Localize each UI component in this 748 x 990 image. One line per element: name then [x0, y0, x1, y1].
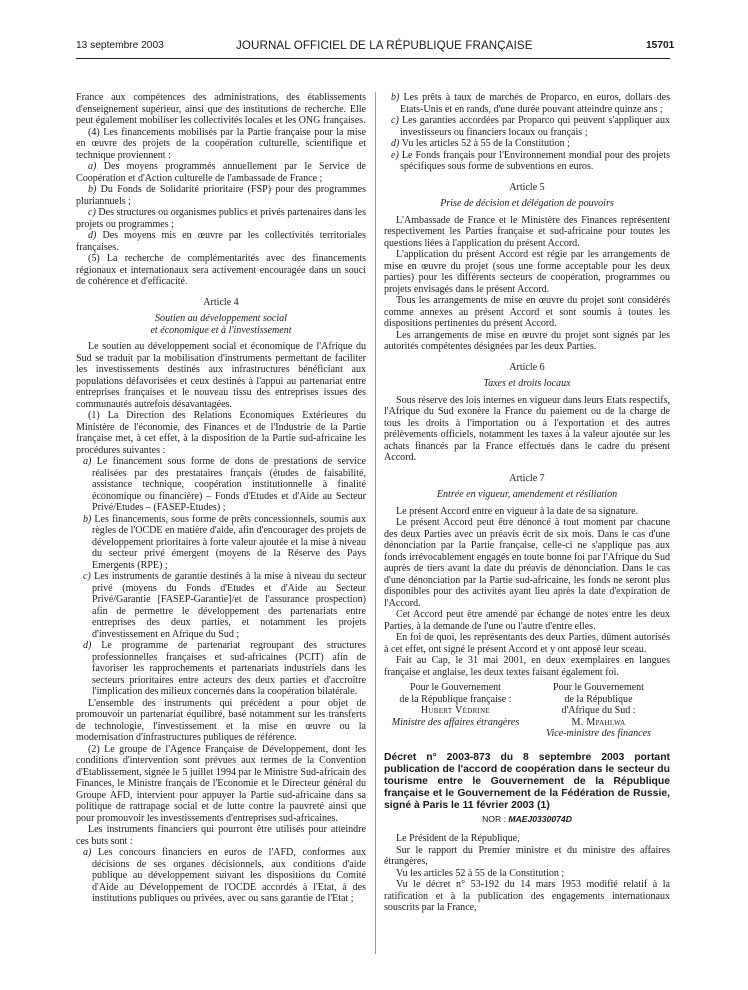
list-item — [384, 92, 670, 115]
paragraph: Le présent Accord peut être dénoncé à tout moment par chacune des deux Parties avec un préavis écrit de six mois. Dans le cas d'une dénonciation par la Partie française, celle-ci ne s'applique pas aux fonds irrévocablement engagés en toute bonne foi par l'Afrique du Sud auprès de tiers avant la date du préavis de dénonciation. Dans le cas d'une dénonciation par la Partie sud-africaine, les fonds ne seront plus disponibles pour des activités ayant lieu après la date d'expiration de l'Accord. — [384, 517, 670, 609]
signature-line: de la République — [564, 693, 633, 705]
paragraph: Les arrangements de mise en œuvre du projet sont signés par les autorités compétentes désignées par les deux Parties. — [384, 329, 670, 352]
list-item — [76, 161, 366, 184]
paragraph: (2) Le groupe de l'Agence Française de Développement, dont les conditions d'intervention sont prévues aux termes de la Convention d'Etablissement, signée le 5 juillet 1994 par le Ministre Sud-africain des Finances, le Ministre français de l'Economie et le Directeur général du Groupe AFD, intervient pour appuyer la Partie sud-africaine dans sa politique de rattrapage social et de lutte contre la pauvreté ainsi que pour promouvoir les investissements d'entreprises sud-africaines. — [76, 743, 366, 824]
page-number: 15701 — [646, 40, 675, 51]
nor-label: NOR : — [482, 813, 506, 824]
list-item — [76, 571, 366, 640]
paragraph: Le présent Accord entre en vigueur à la date de sa signature. — [396, 505, 639, 517]
list-item — [76, 847, 366, 905]
list-text: Des moyens programmés annuellement par le Service de Coopération et d'Action culturelle de l'ambassade de France ; — [76, 161, 366, 184]
subtitle-line: Soutien au développement social — [155, 313, 287, 324]
signature-line: Pour le Gouvernement — [410, 682, 501, 693]
paragraph: L'ensemble des instruments qui précèdent a pour objet de promouvoir un partenariat équilibré, basé notamment sur les transferts de technologie, l'investissement et la mise en œuvre ou la modernisation d'infrastructures publiques de référence. — [76, 697, 366, 743]
list-text: Les concours financiers en euros de l'AFD, conformes aux décisions de ses organes décisionnels, aux conditions d'aide publique au développement suivant les dispositions du Comité d'Aide au Développement de l'OCDE accordés à l'Etat, à des institutions publiques ou privées, avec ou sans garantie de l'Etat ; — [92, 847, 367, 904]
list-letter: b) — [83, 513, 92, 525]
list-text: Les garanties accordées par Proparco qui peuvent s'appliquer aux investisseurs ou financiers locaux ou français ; — [400, 115, 670, 138]
list-text: Des moyens mis en œuvre par les collectivités territoriales françaises. — [76, 230, 366, 253]
list-item — [384, 138, 670, 150]
list-text: Le programme de partenariat regroupant des structures professionnelles françaises et sud-africaines (PCIT) afin de favoriser les rapprochements et partenariats industriels dans les secteurs prioritaires entre acteurs des deux parties et d'accroître l'implication des milieux concernés dans la coopération bilatérale. — [92, 640, 366, 697]
list-letter: d) — [83, 640, 92, 651]
list-item — [76, 456, 366, 514]
paragraph: Sous réserve des lois internes en vigueur dans leurs Etats respectifs, l'Afrique du Sud exonère la France du paiement ou de la charge de tous les droits à l'importation ou à l'exportation et des autres prélèvements officiels, notamment les taxes à la valeur ajoutée sur les achats financés par la France effectués dans le cadre du présent Accord. — [384, 394, 670, 463]
nor-reference — [384, 814, 670, 826]
article-7-subtitle: Entrée en vigueur, amendement et résiliation — [436, 489, 618, 500]
paragraph: Tous les arrangements de mise en œuvre du projet sont considérés comme annexes au présent Accord et sont soumis à toutes les dispositions pertinentes du présent Accord. — [384, 295, 670, 329]
list-item — [76, 230, 366, 253]
paragraph: Les instruments financiers qui pourront être utilisés pour atteindre ces buts sont : — [76, 824, 366, 847]
list-text: Les instruments de garantie destinés à la mise à niveau du secteur privé (moyens du Fonds d'Etudes et d'Aide au Secteur Privé/Garantie [FASEP-Garantie]/et de l'assurance prospection) afin de permettre le développement des partenariats entre entreprises des deux parties, et notamment les projets d'investissement en Afrique du Sud ; — [92, 571, 366, 640]
signature-line: d'Afrique du Sud : — [561, 705, 636, 716]
signatory-name: Hubert Védrine — [420, 705, 491, 716]
subtitle-line: et économique et à l'investissement — [150, 324, 292, 336]
paragraph: En foi de quoi, les représentants des deux Parties, dûment autorisés à cet effet, ont signé le présent Accord et y ont apposé leur sceau. — [384, 632, 670, 655]
signature-south-africa — [527, 682, 670, 740]
paragraph: Le Président de la République, — [396, 833, 520, 844]
column-divider — [375, 92, 376, 954]
list-item — [76, 514, 366, 572]
nor-code: MAEJ0330074D — [508, 813, 572, 824]
list-letter: a) — [88, 161, 97, 172]
paragraph: L'Ambassade de France et le Ministère des Finances représentent respectivement les Parties française et sud-africaine pour toutes les questions liées à l'application du présent Accord. — [384, 214, 670, 249]
list-text: Vu les articles 52 à 55 de la Constitution ; — [401, 138, 570, 149]
list-text: Des structures ou organismes publics et privés partenaires dans les projets ou programmes ; — [76, 207, 366, 230]
signatory-role: Vice-ministre des finances — [546, 728, 651, 739]
list-letter: b) — [391, 92, 400, 103]
list-letter: d) — [88, 230, 97, 241]
signatory-name: M. Mpahlwa — [571, 716, 626, 728]
paragraph: (5) La recherche de complémentarités avec des financements régionaux et internationaux sera activement encouragée dans un souci de cohérence et d'efficacité. — [76, 253, 366, 287]
list-item — [76, 207, 366, 230]
paragraph: France aux compétences des administrations, des établissements d'enseignement supérieur, ainsi que des institutions de recherche. Elle peut également mobiliser les collectivités locales et les ONG françaises. — [76, 92, 366, 126]
list-letter: b) — [88, 184, 97, 195]
signature-france — [384, 682, 527, 740]
list-text: Les prêts à taux de marchés de Proparco, en euros, dollars des Etats-Unis et en rands, d'une durée pouvant atteindre quinze ans ; — [400, 92, 670, 115]
paragraph: Vu les articles 52 à 55 de la Constitution ; — [396, 867, 565, 879]
signature-line: de la République française : — [399, 693, 512, 705]
list-letter: d) — [391, 138, 400, 149]
list-text: Les financements, sous forme de prêts concessionnels, soumis aux règles de l'OCDE en matière d'aide, afin d'encourager des projets de développement prioritaires à forte valeur ajoutée et la mise à niveau du secteur privé émergent (moyens de la Réserve des Pays Emergents (RPE) ; — [92, 513, 366, 571]
header-date: 13 septembre 2003 — [76, 40, 164, 51]
paragraph: Vu le décret n° 53-192 du 14 mars 1953 modifié relatif à la ratification et à la publication des engagements internationaux souscrits par la France, — [384, 879, 670, 913]
list-text: Le financement sous forme de dons de prestations de service réalisées par des prestataires français (études de faisabilité, assistance technique, coopération institutionnelle à finalité économique ou financière) – Fonds d'Etudes et d'Aide au Secteur Privé/Etudes – (FASEP-Etudes) ; — [92, 456, 366, 513]
paragraph: Sur le rapport du Premier ministre et du ministre des affaires étrangères, — [384, 844, 670, 867]
article-6-subtitle: Taxes et droits locaux — [483, 378, 571, 389]
article-5-subtitle: Prise de décision et délégation de pouvoirs — [440, 198, 614, 209]
signature-line: Pour le Gouvernement — [553, 682, 644, 693]
list-letter: a) — [83, 456, 92, 467]
list-letter: c) — [391, 115, 399, 126]
paragraph: (1) La Direction des Relations Economiques Extérieures du Ministère de l'économie, des Finances et de l'Industrie de la Partie française met, à cet effet, à la disposition de la Partie sud-africaine les procédures suivantes : — [76, 410, 366, 456]
paragraph: Le soutien au développement social et économique de l'Afrique du Sud se traduit par la mobilisation d'instruments permettant de faciliter les investissements destinés aux infrastructures bénéficiant aux populations défavorisées et ceux destinés à l'appui au partenariat entre entreprises françaises et le nouveau tissu des entreprises issues des communautés autrefois désavantagées. — [76, 341, 366, 410]
paragraph: Fait au Cap, le 31 mai 2001, en deux exemplaires en langues française et anglaise, les deux textes faisant également foi. — [384, 655, 670, 678]
article-7-heading: Article 7 — [509, 472, 545, 484]
list-text: Du Fonds de Solidarité prioritaire (FSP) pour des programmes pluriannuels ; — [76, 184, 367, 207]
right-column — [384, 92, 670, 914]
list-letter: c) — [88, 207, 96, 218]
page-header — [0, 40, 748, 56]
paragraph: L'application du présent Accord est régie par les arrangements de mise en œuvre du projet (sous une forme acceptable pour les deux parties) pour les différents secteurs de coopération, programmes ou projets envisagés dans le présent Accord. — [384, 249, 670, 295]
signatory-role: Ministre des affaires étrangères — [391, 716, 520, 728]
list-letter: e) — [391, 149, 399, 161]
list-letter: a) — [83, 847, 92, 858]
list-letter: c) — [83, 571, 91, 582]
header-rule — [76, 58, 670, 59]
list-item — [76, 184, 366, 207]
article-4-heading: Article 4 — [203, 296, 239, 308]
article-5-heading: Article 5 — [509, 181, 545, 193]
article-4-subtitle — [76, 313, 366, 336]
list-item — [76, 640, 366, 698]
list-item — [384, 150, 670, 173]
paragraph: (4) Les financements mobilisés par la Partie française pour la mise en œuvre des projets de la coopération culturelle, scientifique et technique proviennent : — [76, 126, 366, 161]
article-6-heading: Article 6 — [509, 361, 545, 373]
list-text: Le Fonds français pour l'Environnement mondial pour des projets spécifiques sous forme de subventions en euros. — [400, 149, 671, 172]
paragraph: Cet Accord peut être amendé par échange de notes entre les deux Parties, à la demande de l'une ou l'autre d'entre elles. — [384, 609, 670, 632]
journal-title: JOURNAL OFFICIEL DE LA RÉPUBLIQUE FRANÇAISE — [236, 39, 533, 52]
list-item — [384, 115, 670, 138]
signature-block — [384, 682, 670, 740]
decree-title: Décret n° 2003-873 du 8 septembre 2003 portant publication de l'accord de coopération dans le secteur du tourisme entre le Gouvernement de la République française et le Gouvernement de la Fédération de Russie, signé à Paris le 11 février 2003 (1) — [384, 751, 670, 811]
left-column — [76, 92, 366, 905]
